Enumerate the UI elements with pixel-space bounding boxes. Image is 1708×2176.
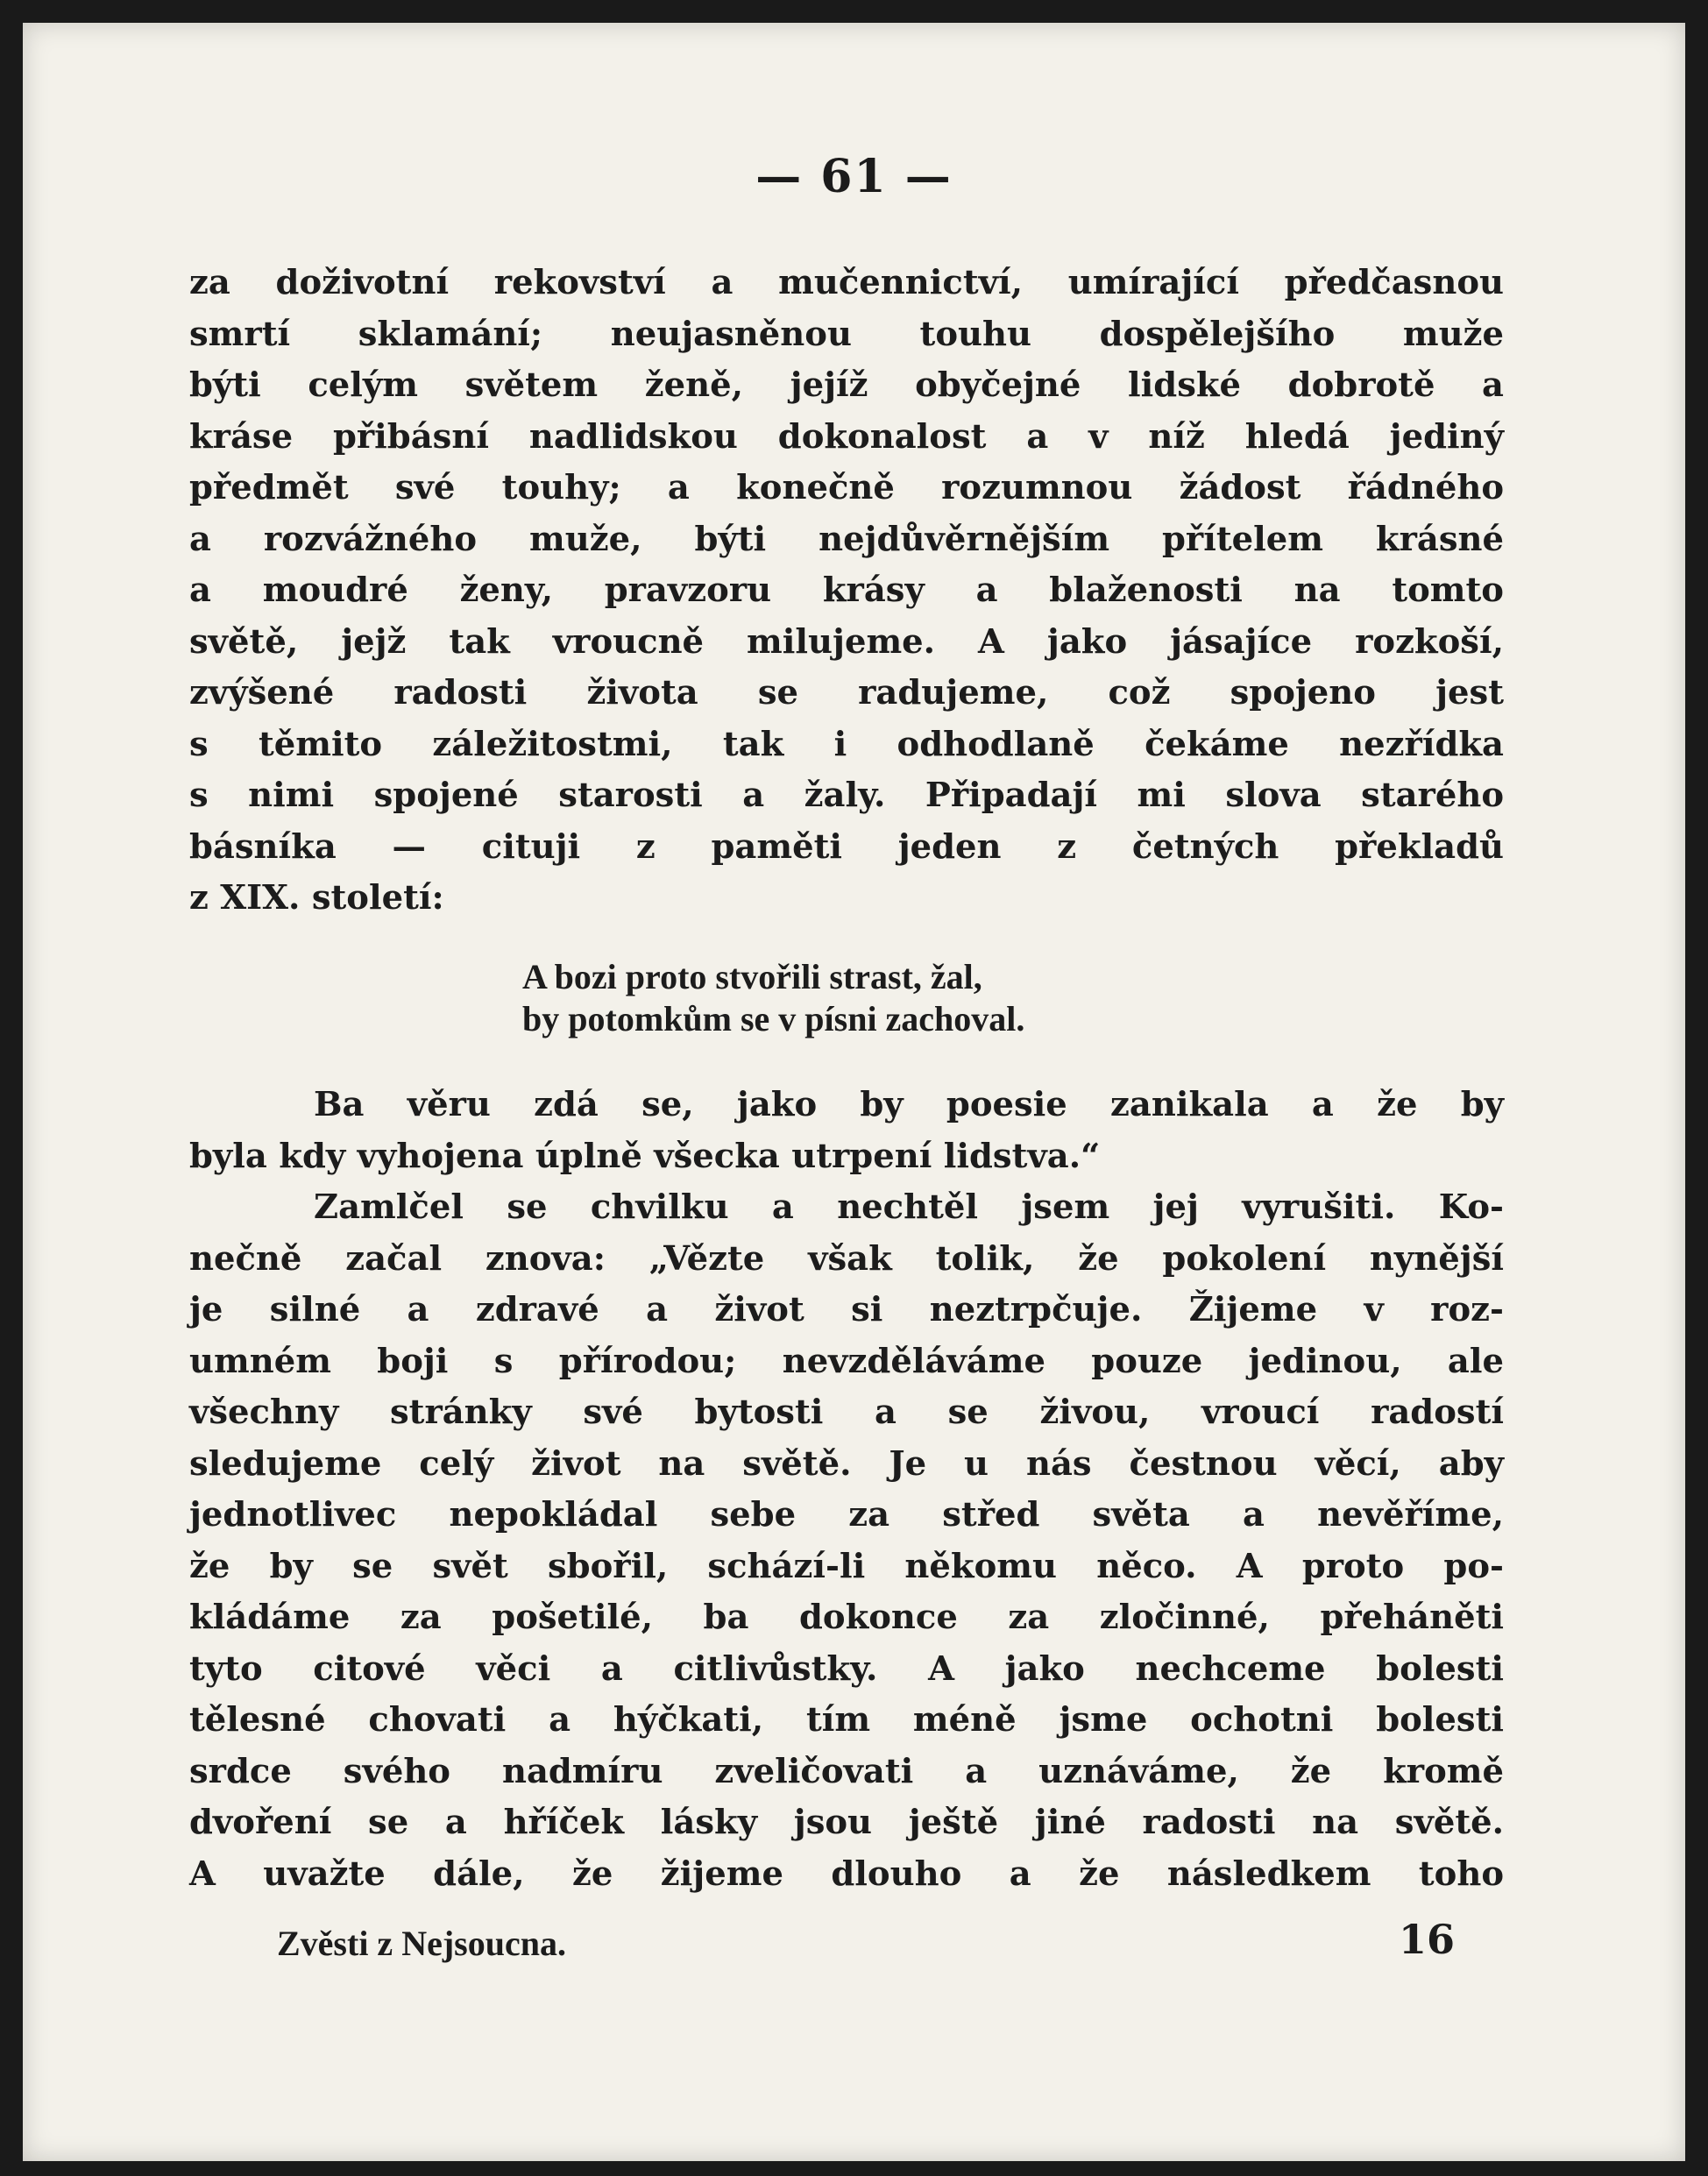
- text-line: a moudré ženy, pravzoru krásy a blaženosti na tomto: [189, 571, 1504, 610]
- text-line: kládáme za pošetilé, ba dokonce za zločinné, přeháněti: [189, 1598, 1504, 1637]
- footer-book-title: Zvěsti z Nejsoucna.: [277, 1924, 566, 1963]
- verse-quote: [522, 956, 1024, 1040]
- text-line: že by se svět sbořil, schází-li někomu něco. A proto po-: [189, 1546, 1504, 1586]
- text-line: býti celým světem ženě, jejíž obyčejné lidské dobrotě a: [189, 365, 1504, 405]
- text-line: předmět své touhy; a konečně rozumnou žádost řádného: [189, 468, 1504, 507]
- footer-signature-number: 16: [1399, 1916, 1456, 1963]
- text-line: nečně začal znova: „Vězte však tolik, že pokolení nynější: [189, 1238, 1504, 1279]
- verse-line: by potomkům se v písni zachoval.: [522, 999, 1025, 1038]
- book-page: [23, 23, 1685, 2161]
- text-line: tyto citové věci a citlivůstky. A jako nechceme bolesti: [189, 1648, 1504, 1689]
- text-line: zvýšené radosti života se radujeme, což spojeno jest: [189, 673, 1504, 712]
- text-line: je silné a zdravé a život si neztrpčuje. Žijeme v roz-: [189, 1290, 1504, 1329]
- text-line: smrtí sklamání; neujasněnou touhu dospělejšího muže: [189, 314, 1504, 354]
- paragraph-2: [189, 1080, 1504, 1900]
- text-line: s nimi spojené starosti a žaly. Připadají mi slova starého: [189, 776, 1504, 815]
- text-line: z XIX. století:: [189, 878, 444, 918]
- text-line: světě, jejž tak vroucně milujeme. A jako jásajíce rozkoší,: [189, 621, 1504, 662]
- text-line: dvoření se a hříček lásky jsou ještě jiné radosti na světě.: [189, 1803, 1504, 1842]
- paragraph-1: [189, 258, 1504, 925]
- text-line: a rozvážného muže, býti nejdůvěrnějším přítelem krásné: [189, 519, 1504, 559]
- text-line: jednotlivec nepokládal sebe za střed světa a nevěříme,: [189, 1495, 1504, 1535]
- text-line: Ba věru zdá se, jako by poesie zanikala a že by: [314, 1085, 1504, 1124]
- text-line: básníka — cituji z paměti jeden z četných překladů: [189, 826, 1504, 867]
- text-line: všechny stránky své bytosti a se živou, vroucí radostí: [189, 1393, 1504, 1432]
- verse-line: A bozi proto stvořili strast, žal,: [522, 957, 982, 996]
- text-line: tělesné chovati a hýčkati, tím méně jsme ochotni bolesti: [189, 1700, 1504, 1740]
- text-line: kráse přibásní nadlidskou dokonalost a v níž hledá jediný: [189, 416, 1504, 457]
- text-line: sledujeme celý život na světě. Je u nás čestnou věcí, aby: [189, 1443, 1504, 1484]
- text-line: za doživotní rekovství a mučennictví, umírající předčasnou: [189, 263, 1504, 302]
- text-line: umném boji s přírodou; nevzděláváme pouze jedinou, ale: [189, 1341, 1504, 1381]
- text-line: Zamlčel se chvilku a nechtěl jsem jej vyrušiti. Ko-: [314, 1187, 1504, 1227]
- text-line: A uvažte dále, že žijeme dlouho a že následkem toho: [189, 1853, 1504, 1894]
- page-number: — 61 —: [755, 150, 953, 203]
- text-line: byla kdy vyhojena úplně všecka utrpení lidstva.“: [189, 1136, 1101, 1176]
- text-line: s těmito záležitostmi, tak i odhodlaně čekáme nezřídka: [189, 724, 1504, 764]
- text-line: srdce svého nadmíru zveličovati a uznáváme, že kromě: [189, 1751, 1504, 1791]
